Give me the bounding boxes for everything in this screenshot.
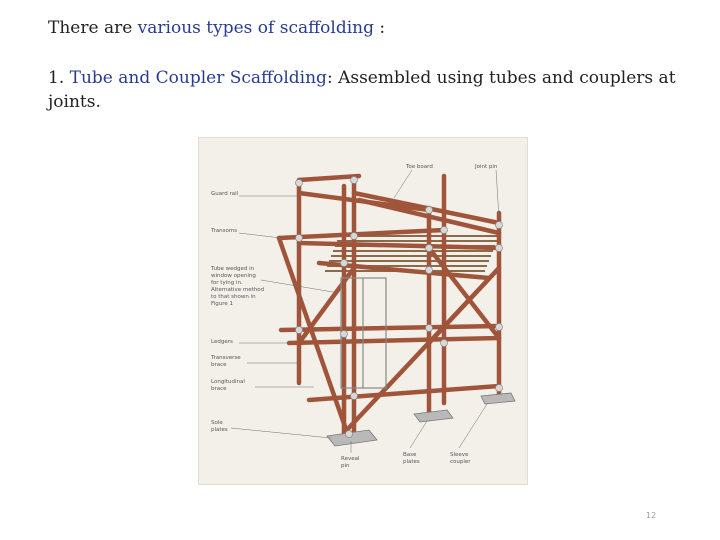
item-line-continued (48, 90, 101, 114)
callout-tube-wedged-1: Tube wedged in (211, 266, 255, 272)
slide-number: 12 (646, 511, 657, 520)
item-description: Assembled using tubes and couplers at (332, 68, 676, 88)
callout-transverse-2: brace (211, 362, 227, 368)
callout-sole-1: Sole (211, 420, 223, 426)
heading-prefix: There are (48, 18, 138, 38)
callout-sole-2: plates (211, 427, 228, 433)
scaffold-illustration (198, 137, 528, 485)
item-line (48, 66, 676, 90)
callout-base-2: plates (403, 459, 420, 465)
callout-tube-wedged-3: for tying in. (211, 280, 243, 286)
callout-guard-rail: Guard rail (211, 191, 239, 197)
callout-toe-board: Toe board (406, 164, 433, 170)
scaffold-drawing (199, 138, 527, 484)
item-description-continued: joints. (48, 92, 101, 112)
callout-tube-wedged-2: window opening (211, 273, 256, 279)
item-term: Tube and Coupler Scaffolding (69, 68, 327, 88)
callout-sleeve-1: Sleeve (450, 452, 469, 458)
callout-reveal-1: Reveal (341, 456, 360, 462)
callout-transoms: Transoms (211, 228, 238, 234)
callout-transverse-1: Transverse (211, 355, 241, 361)
window-frame (341, 278, 386, 388)
heading-suffix: : (374, 18, 386, 38)
tubes (279, 176, 499, 438)
callout-longitudinal-2: brace (211, 386, 227, 392)
callout-joint-pin: Joint pin (475, 164, 498, 170)
callout-longitudinal-1: Longitudinal (211, 379, 245, 385)
callout-tube-wedged-6: Figure 1 (211, 301, 234, 307)
item-colon: : (326, 68, 333, 88)
callout-tube-wedged-5: to that shown in (211, 294, 256, 300)
heading-line (48, 16, 385, 40)
callout-base-1: Base (403, 452, 417, 458)
item-number: 1. (48, 68, 70, 88)
callout-sleeve-2: coupler (450, 459, 471, 465)
heading-highlight: various types of scaffolding (137, 18, 375, 38)
callout-reveal-2: pin (341, 463, 350, 469)
callout-tube-wedged-4: Alternative method (211, 287, 265, 293)
callout-ledgers: Ledgers (211, 339, 233, 345)
